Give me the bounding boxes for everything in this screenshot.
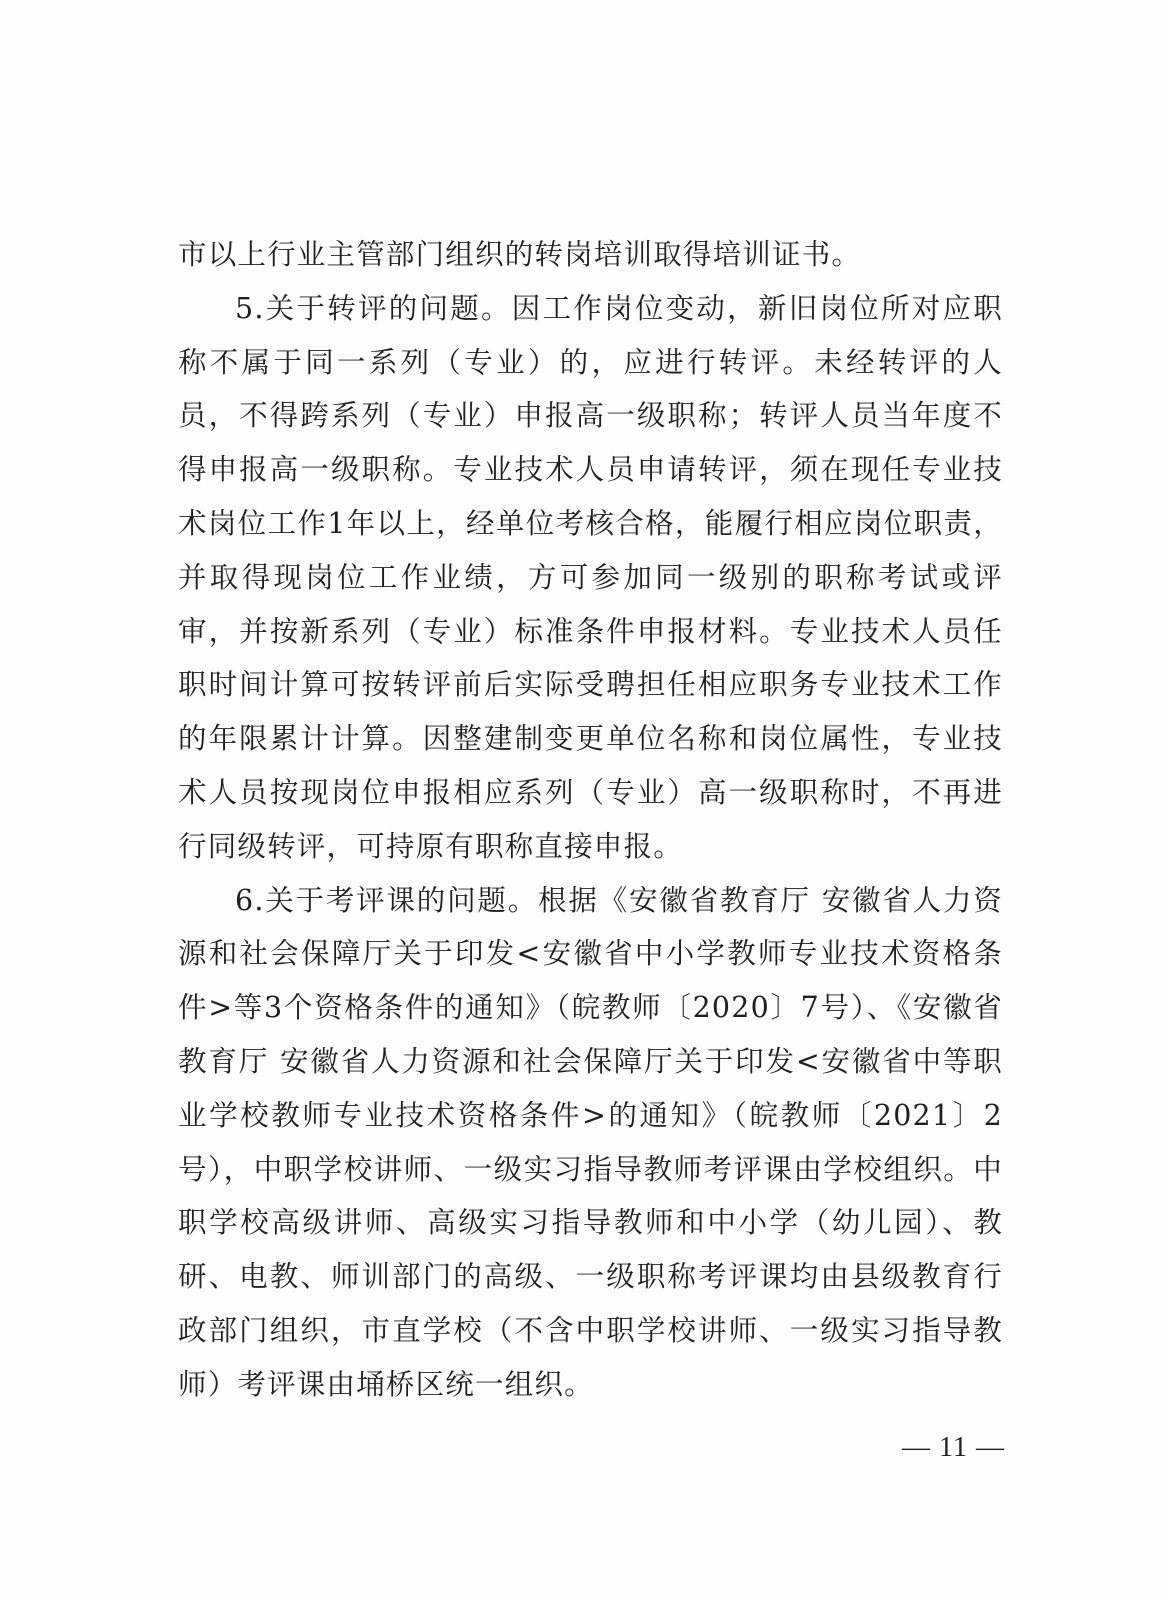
paragraph-item-5: 5.关于转评的问题。因工作岗位变动，新旧岗位所对应职称不属于同一系列（专业）的，应进行转评。未经转评的人员，不得跨系列（专业）申报高一级职称；转评人员当年度不得申报高一级职称。专业技术人员申请转评，须在现任专业技术岗位工作1年以上，经单位考核合格，能履行相应岗位职责，并取得现岗位工作业绩，方可参加同一级别的职称考试或评审，并按新系列（专业）标准条件申报材料。专业技术人员任职时间计算可按转评前后实际受聘担任相应职务专业技术工作的年限累计计算。因整建制变更单位名称和岗位属性，专业技术人员按现岗位申报相应系列（专业）高一级职称时，不再进行同级转评，可持原有职称直接申报。 [178, 291, 1003, 863]
paragraph-continuation: 市以上行业主管部门组织的转岗培训取得培训证书。 [178, 238, 862, 271]
document-body [178, 228, 1003, 1412]
paragraph-item-6: 6.关于考评课的问题。根据《安徽省教育厅 安徽省人力资源和社会保障厅关于印发<安徽省中小学教师专业技术资格条件>等3个资格条件的通知》（皖教师〔2020〕7号）、《安徽省教育厅 安徽省人力资源和社会保障厅关于印发<安徽省中等职业学校教师专业技术资格条件>的通知》（皖教师〔2021〕2号），中职学校讲师、一级实习指导教师考评课由学校组织。中职学校高级讲师、高级实习指导教师和中小学（幼儿园）、教研、电教、师训部门的高级、一级职称考评课均由县级教育行政部门组织，市直学校（不含中职学校讲师、一级实习指导教师）考评课由埇桥区统一组织。 [178, 883, 1003, 1401]
page-number: — 11 — [902, 1432, 1005, 1463]
